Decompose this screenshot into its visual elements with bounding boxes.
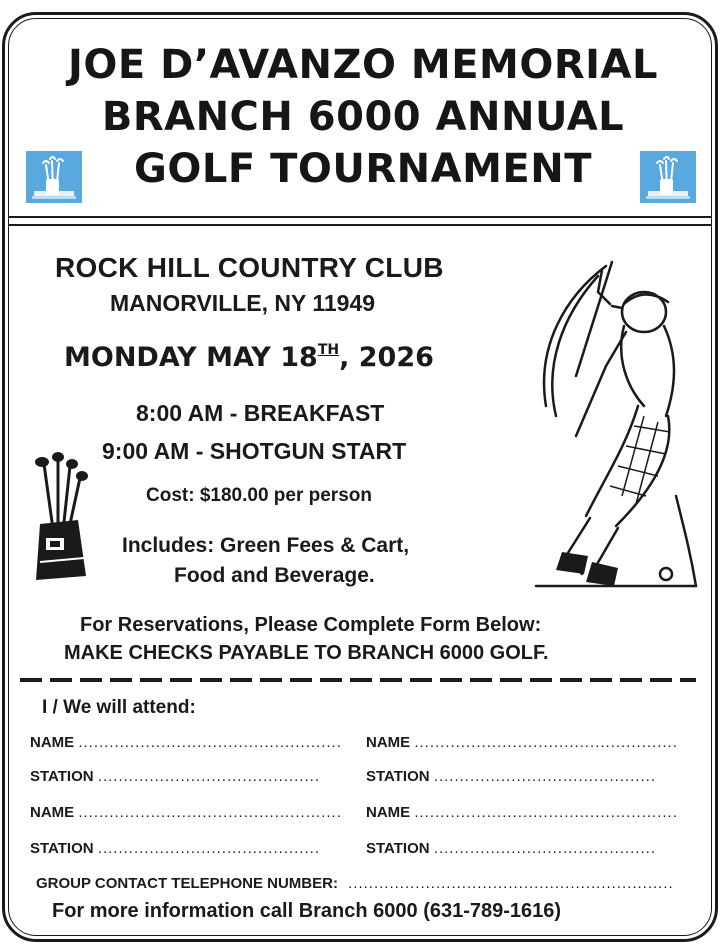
station-label: STATION [30, 768, 94, 785]
schedule-breakfast: 8:00 AM - BREAKFAST [136, 400, 385, 426]
station-label: STATION [30, 840, 94, 857]
venue-location: MANORVILLE, NY 11949 [110, 290, 376, 316]
station-label: STATION [366, 840, 430, 857]
station-field-1[interactable] [30, 768, 320, 785]
name-dots: ................................................... [414, 734, 678, 751]
golf-bag-illustration [26, 452, 98, 584]
date-suffix: TH [317, 342, 340, 358]
station-dots: ........................................... [433, 840, 656, 857]
reservations-line-2: MAKE CHECKS PAYABLE TO BRANCH 6000 GOLF. [64, 642, 549, 664]
station-dots: ........................................... [97, 840, 320, 857]
contact-label: GROUP CONTACT TELEPHONE NUMBER: [36, 875, 338, 892]
name-label: NAME [30, 804, 75, 821]
footer-info: For more information call Branch 6000 (631-789-1616) [52, 900, 562, 922]
golfer-illustration [526, 256, 706, 592]
venue-name: ROCK HILL COUNTRY CLUB [55, 252, 444, 283]
name-dots: ................................................... [78, 734, 342, 751]
includes-line-2: Food and Beverage. [174, 564, 375, 587]
reservations-line-1: For Reservations, Please Complete Form Below: [80, 614, 542, 636]
event-date [64, 342, 434, 373]
contact-phone-field[interactable] [36, 875, 674, 892]
name-label: NAME [366, 734, 411, 751]
schedule-start: 9:00 AM - SHOTGUN START [102, 438, 407, 464]
tear-off-divider [20, 678, 696, 682]
station-dots: ........................................... [433, 768, 656, 785]
cost-text: Cost: $180.00 per person [146, 485, 372, 506]
station-label: STATION [366, 768, 430, 785]
title-line-1: JOE D’AVANZO MEMORIAL [68, 42, 658, 88]
name-dots: ................................................... [414, 804, 678, 821]
name-field-2[interactable] [366, 734, 678, 751]
station-field-3[interactable] [30, 840, 320, 857]
header-divider [8, 216, 712, 218]
name-field-1[interactable] [30, 734, 342, 751]
station-field-4[interactable] [366, 840, 656, 857]
includes-line-1: Includes: Green Fees & Cart, [122, 534, 410, 557]
station-dots: ........................................... [97, 768, 320, 785]
name-dots: ................................................... [78, 804, 342, 821]
name-field-4[interactable] [366, 804, 678, 821]
contact-dots: ............................................................... [348, 875, 674, 892]
name-label: NAME [30, 734, 75, 751]
attend-label: I / We will attend: [42, 697, 196, 718]
station-field-2[interactable] [366, 768, 656, 785]
golf-bag-icon [640, 151, 696, 203]
header-divider [8, 224, 712, 226]
name-label: NAME [366, 804, 411, 821]
date-year: , 2026 [339, 342, 434, 373]
title-line-3: GOLF TOURNAMENT [134, 146, 592, 192]
golf-bag-icon [26, 151, 82, 203]
name-field-3[interactable] [30, 804, 342, 821]
date-prefix: MONDAY MAY 18 [64, 342, 318, 373]
title-line-2: BRANCH 6000 ANNUAL [101, 94, 625, 140]
